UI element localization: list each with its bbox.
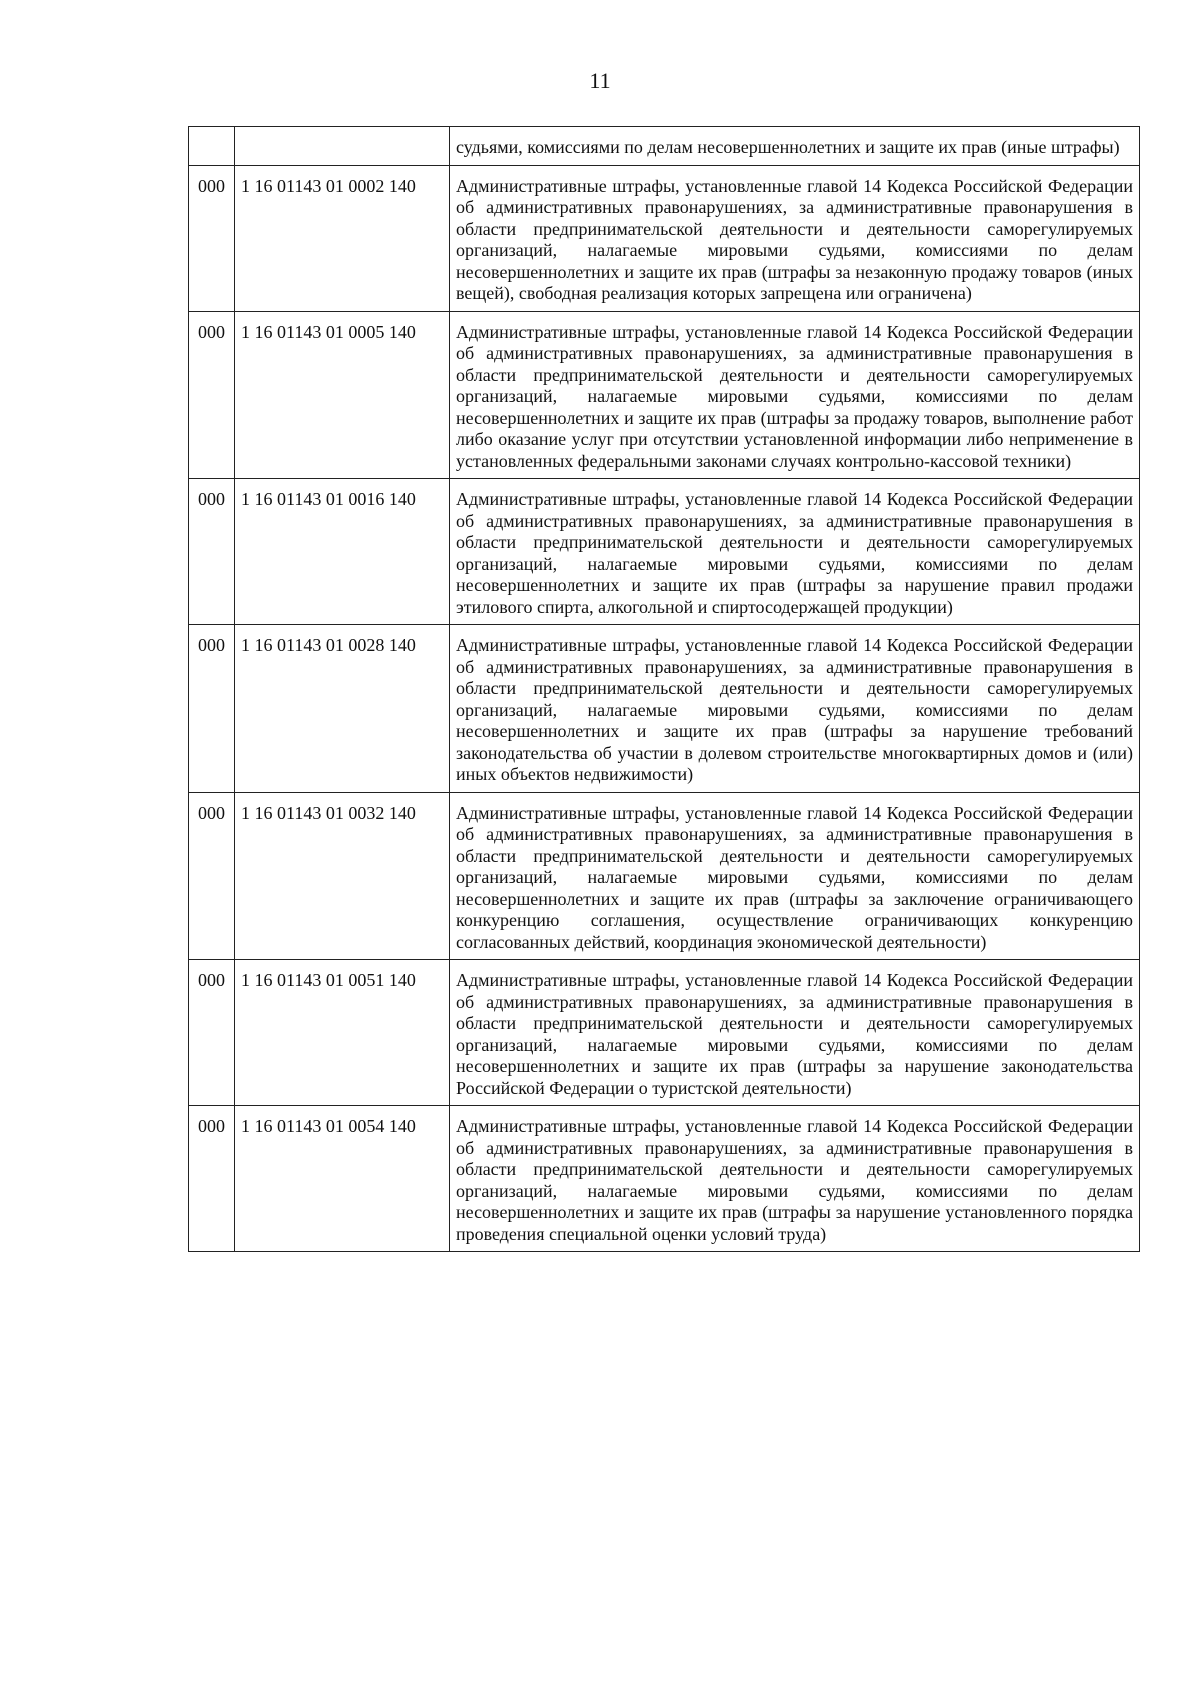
description-cell: Административные штрафы, установленные главой 14 Кодекса Российской Федерации об административных правонарушениях, за административные правонарушения в области предпринимательской деятельности и деятельности саморегулируемых организаций, налагаемые мировыми судьями, комиссиями по делам несовершеннолетних и защите их прав (штрафы за нарушение законодательства Российской Федерации о туристской деятельности) bbox=[450, 960, 1140, 1106]
budget-code-cell: 1 16 01143 01 0028 140 bbox=[235, 625, 450, 793]
table-row bbox=[189, 165, 1140, 311]
budget-code-cell: 1 16 01143 01 0032 140 bbox=[235, 792, 450, 960]
table-row bbox=[189, 311, 1140, 479]
description-cell: судьями, комиссиями по делам несовершеннолетних и защите их прав (иные штрафы) bbox=[450, 127, 1140, 166]
table-row bbox=[189, 127, 1140, 166]
description-cell: Административные штрафы, установленные главой 14 Кодекса Российской Федерации об административных правонарушениях, за административные правонарушения в области предпринимательской деятельности и деятельности саморегулируемых организаций, налагаемые мировыми судьями, комиссиями по делам несовершеннолетних и защите их прав (штрафы за нарушение правил продажи этилового спирта, алкогольной и спиртосодержащей продукции) bbox=[450, 479, 1140, 625]
admin-code-cell: 000 bbox=[189, 625, 235, 793]
table-row bbox=[189, 1106, 1140, 1252]
table-row bbox=[189, 625, 1140, 793]
admin-code-cell: 000 bbox=[189, 1106, 235, 1252]
description-cell: Административные штрафы, установленные главой 14 Кодекса Российской Федерации об административных правонарушениях, за административные правонарушения в области предпринимательской деятельности и деятельности саморегулируемых организаций, налагаемые мировыми судьями, комиссиями по делам несовершеннолетних и защите их прав (штрафы за незаконную продажу товаров (иных вещей), свободная реализация которых запрещена или ограничена) bbox=[450, 165, 1140, 311]
budget-code-cell: 1 16 01143 01 0016 140 bbox=[235, 479, 450, 625]
admin-code-cell: 000 bbox=[189, 479, 235, 625]
budget-classification-table bbox=[188, 126, 1140, 1252]
admin-code-cell: 000 bbox=[189, 165, 235, 311]
budget-code-cell: 1 16 01143 01 0002 140 bbox=[235, 165, 450, 311]
budget-code-cell: 1 16 01143 01 0051 140 bbox=[235, 960, 450, 1106]
description-cell: Административные штрафы, установленные главой 14 Кодекса Российской Федерации об административных правонарушениях, за административные правонарушения в области предпринимательской деятельности и деятельности саморегулируемых организаций, налагаемые мировыми судьями, комиссиями по делам несовершеннолетних и защите их прав (штрафы за заключение ограничивающего конкуренцию соглашения, осуществление ограничивающих конкуренцию согласованных действий, координация экономической деятельности) bbox=[450, 792, 1140, 960]
description-cell: Административные штрафы, установленные главой 14 Кодекса Российской Федерации об административных правонарушениях, за административные правонарушения в области предпринимательской деятельности и деятельности саморегулируемых организаций, налагаемые мировыми судьями, комиссиями по делам несовершеннолетних и защите их прав (штрафы за нарушение требований законодательства об участии в долевом строительстве многоквартирных домов и (или) иных объектов недвижимости) bbox=[450, 625, 1140, 793]
budget-code-cell: 1 16 01143 01 0054 140 bbox=[235, 1106, 450, 1252]
table-row bbox=[189, 792, 1140, 960]
admin-code-cell: 000 bbox=[189, 792, 235, 960]
table-row bbox=[189, 960, 1140, 1106]
admin-code-cell bbox=[189, 127, 235, 166]
description-cell: Административные штрафы, установленные главой 14 Кодекса Российской Федерации об административных правонарушениях, за административные правонарушения в области предпринимательской деятельности и деятельности саморегулируемых организаций, налагаемые мировыми судьями, комиссиями по делам несовершеннолетних и защите их прав (штрафы за продажу товаров, выполнение работ либо оказание услуг при отсутствии установленной информации либо неприменение в установленных федеральными законами случаях контрольно-кассовой техники) bbox=[450, 311, 1140, 479]
description-cell: Административные штрафы, установленные главой 14 Кодекса Российской Федерации об административных правонарушениях, за административные правонарушения в области предпринимательской деятельности и деятельности саморегулируемых организаций, налагаемые мировыми судьями, комиссиями по делам несовершеннолетних и защите их прав (штрафы за нарушение установленного порядка проведения специальной оценки условий труда) bbox=[450, 1106, 1140, 1252]
table-row bbox=[189, 479, 1140, 625]
admin-code-cell: 000 bbox=[189, 311, 235, 479]
page-number: 11 bbox=[589, 68, 611, 93]
budget-code-cell bbox=[235, 127, 450, 166]
budget-code-cell: 1 16 01143 01 0005 140 bbox=[235, 311, 450, 479]
admin-code-cell: 000 bbox=[189, 960, 235, 1106]
